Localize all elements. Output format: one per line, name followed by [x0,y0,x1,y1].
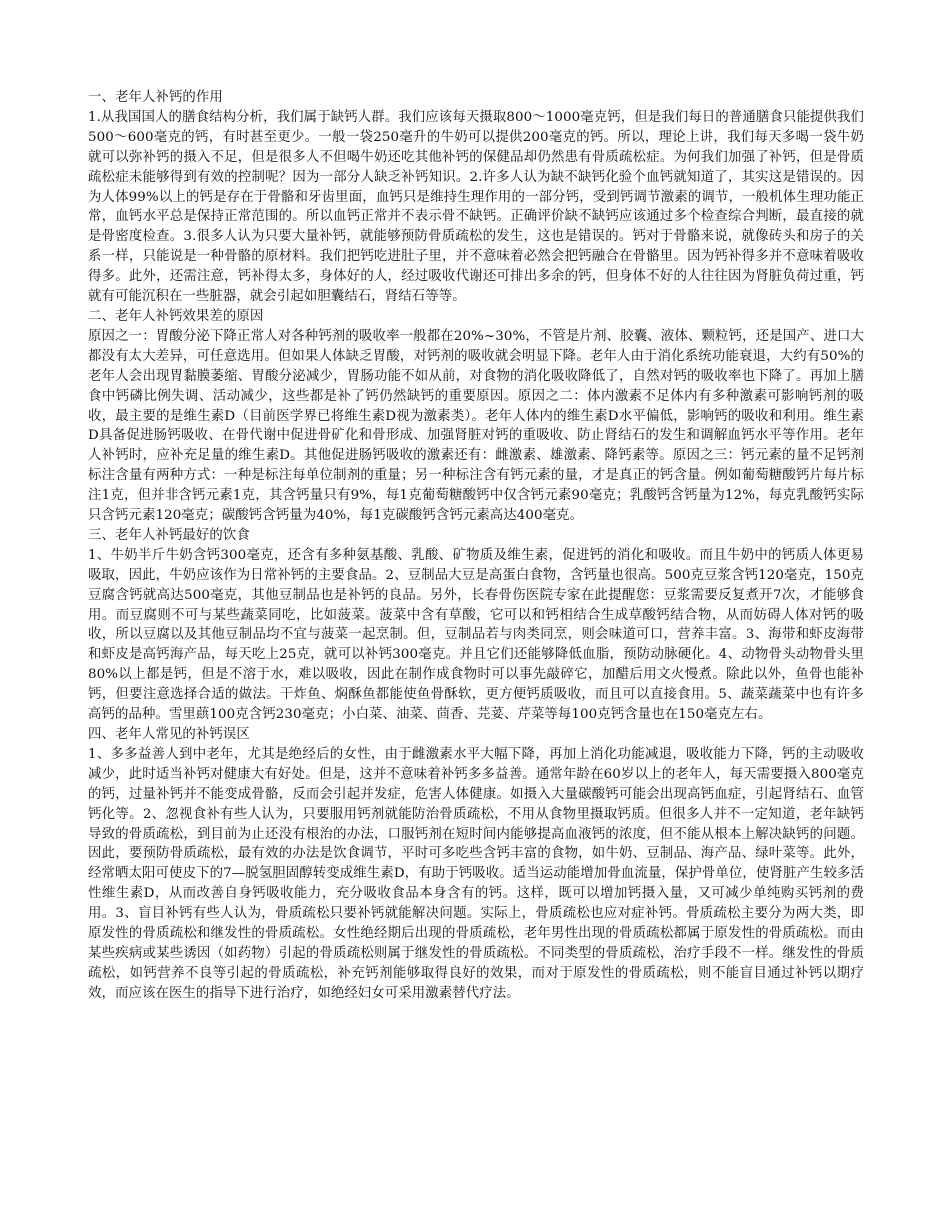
section-calcium-role [88,88,864,307]
section-paragraph: 1.从我国国人的膳食结构分析，我们属于缺钙人群。我们应该每天摄取800～1000毫克钙，但是我们每日的普通膳食只能提供我们500～600毫克的钙，有时甚至更少。一般一袋250毫升的牛奶可以提供200毫克的钙。所以，理论上讲，我们每天多喝一袋牛奶就可以弥补钙的摄入不足，但是很多人不但喝牛奶还吃其他补钙的保健品却仍然患有骨质疏松症。为何我们加强了补钙，但是骨质疏松症未能够得到有效的控制呢？因为一部分人缺乏补钙知识。2.许多人认为缺不缺钙化验个血钙就知道了，其实这是错误的。因为人体99%以上的钙是存在于骨骼和牙齿里面，血钙只是维持生理作用的一部分钙，受到钙调节激素的调节，一般机体生理功能正常，血钙水平总是保持正常范围的。所以血钙正常并不表示骨不缺钙。正确评价缺不缺钙应该通过多个检查综合判断，最直接的就是骨密度检查。3.很多人认为只要大量补钙，就能够预防骨质疏松的发生，这也是错误的。钙对于骨骼来说，就像砖头和房子的关系一样，只能说是一种骨骼的原材料。我们把钙吃进肚子里，并不意味着必然会把钙融合在骨骼里。因为钙补得多并不意味着吸收得多。此外，还需注意，钙补得太多，身体好的人，经过吸收代谢还可排出多余的钙，但身体不好的人往往因为肾脏负荷过重，钙就有可能沉积在一些脏器，就会引起如胆囊结石，肾结石等等。 [88,109,864,305]
section-heading: 四、老年人常见的补钙误区 [88,727,250,742]
section-heading: 一、老年人补钙的作用 [88,90,223,105]
section-heading: 三、老年人补钙最好的饮食 [88,527,250,543]
section-common-misconceptions [88,725,864,1004]
document-page [88,88,864,1004]
section-paragraph: 原因之一：胃酸分泌下降正常人对各种钙剂的吸收率一般都在20%~30%，不管是片剂、胶囊、液体、颗粒钙，还是国产、进口大都没有太大差异，可任意选用。但如果人体缺乏胃酸，对钙剂的吸收就会明显下降。老年人由于消化系统功能衰退，大约有50%的老年人会出现胃黏膜萎缩、胃酸分泌减少，胃肠功能不如从前，对食物的消化吸收降低了，自然对钙的吸收率也下降了。再加上膳食中钙磷比例失调、活动减少，这些都是补了钙仍然缺钙的重要原因。原因之二：体内激素不足体内有多种激素可影响钙剂的吸收，最主要的是维生素D（目前医学界已将维生素D视为激素类）。老年人体内的维生素D水平偏低，影响钙的吸收和利用。维生素D具备促进肠钙吸收、在骨代谢中促进骨矿化和骨形成、加强肾脏对钙的重吸收、防止肾结石的发生和调解血钙水平等作用。老年人补钙时，应补充足量的维生素D。其他促进肠钙吸收的激素还有：雌激素、雄激素、降钙素等。原因之三：钙元素的量不足钙剂标注含量有两种方式：一种是标注每单位制剂的重量；另一种标注含有钙元素的量，才是真正的钙含量。例如葡萄糖酸钙片每片标注1克，但并非含钙元素1克，其含钙量只有9%，每1克葡萄糖酸钙中仅含钙元素90毫克；乳酸钙含钙量为12%，每克乳酸钙实际只含钙元素120毫克；碳酸钙含钙量为40%，每1克碳酸钙含钙元素高达400毫克。 [88,328,864,524]
section-poor-absorption-causes [88,307,864,526]
section-paragraph: 1、牛奶半斤牛奶含钙300毫克，还含有多种氨基酸、乳酸、矿物质及维生素，促进钙的消化和吸收。而且牛奶中的钙质人体更易吸取，因此，牛奶应该作为日常补钙的主要食品。2、豆制品大豆是高蛋白食物，含钙量也很高。500克豆浆含钙120毫克，150克豆腐含钙就高达500毫克，其他豆制品也是补钙的良品。另外，长春骨伤医院专家在此提醒您：豆浆需要反复煮开7次，才能够食用。而豆腐则不可与某些蔬菜同吃，比如菠菜。菠菜中含有草酸，它可以和钙相结合生成草酸钙结合物，从而妨碍人体对钙的吸收，所以豆腐以及其他豆制品均不宜与菠菜一起烹制。但，豆制品若与肉类同烹，则会味道可口，营养丰富。3、海带和虾皮海带和虾皮是高钙海产品，每天吃上25克，就可以补钙300毫克。并且它们还能够降低血脂，预防动脉硬化。4、动物骨头动物骨头里80%以上都是钙，但是不溶于水，难以吸收，因此在制作成食物时可以事先敲碎它，加醋后用文火慢煮。除此以外，鱼骨也能补钙，但要注意选择合适的做法。干炸鱼、焖酥鱼都能使鱼骨酥软，更方便钙质吸收，而且可以直接食用。5、蔬菜蔬菜中也有许多高钙的品种。雪里蕻100克含钙230毫克；小白菜、油菜、茴香、芫荽、芹菜等每100克钙含量也在150毫克左右。 [88,547,864,723]
section-best-diet [88,526,864,725]
section-heading: 二、老年人补钙效果差的原因 [88,308,264,324]
section-paragraph: 1、多多益善人到中老年，尤其是绝经后的女性，由于雌激素水平大幅下降，再加上消化功能减退，吸收能力下降，钙的主动吸收减少，此时适当补钙对健康大有好处。但是，这并不意味着补钙多多益善。通常年龄在60岁以上的老年人，每天需要摄入800毫克的钙，过量补钙并不能变成骨骼，反而会引起并发症，危害人体健康。如摄入大量碳酸钙可能会出现高钙血症，引起肾结石、血管钙化等。2、忽视食补有些人认为，只要服用钙剂就能防治骨质疏松，不用从食物里摄取钙质。但很多人并不一定知道，老年缺钙导致的骨质疏松，到目前为止还没有根治的办法，口服钙剂在短时间内能够提高血液钙的浓度，但不能从根本上解决缺钙的问题。因此，要预防骨质疏松，最有效的办法是饮食调节，平时可多吃些含钙丰富的食物，如牛奶、豆制品、海产品、绿叶菜等。此外，经常晒太阳可使皮下的7—脱氢胆固醇转变成维生素D，有助于钙吸收。适当运动能增加骨血流量，保护骨单位，使肾脏产生较多活性维生素D，从而改善自身钙吸收能力，充分吸收食品本身含有的钙。这样，既可以增加钙摄入量，又可减少单纯购买钙剂的费用。3、盲目补钙有些人认为，骨质疏松只要补钙就能解决问题。实际上，骨质疏松也应对症补钙。骨质疏松主要分为两大类，即原发性的骨质疏松和继发性的骨质疏松。女性绝经期后出现的骨质疏松，老年男性出现的骨质疏松都属于原发性的骨质疏松。而由某些疾病或某些诱因（如药物）引起的骨质疏松则属于继发性的骨质疏松。不同类型的骨质疏松，治疗手段不一样。继发性的骨质疏松，如钙营养不良等引起的骨质疏松，补充钙剂能够取得良好的效果，而对于原发性的骨质疏松，则不能盲目通过补钙以期疗效，而应该在医生的指导下进行治疗，如绝经妇女可采用激素替代疗法。 [88,746,864,1001]
